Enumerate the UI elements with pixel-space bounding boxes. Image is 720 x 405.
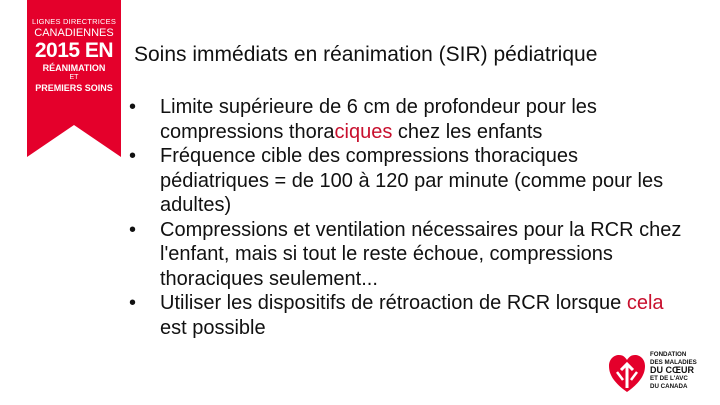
bullet-highlight: ciques	[334, 120, 393, 143]
banner-line-6: PREMIERS SOINS	[35, 83, 113, 93]
guidelines-banner	[27, 0, 121, 157]
logo-line-1: FONDATION	[650, 351, 687, 358]
bullet-item	[128, 218, 688, 292]
bullet-text-end: chez les enfants	[392, 120, 543, 143]
banner-line-2: CANADIENNES	[34, 27, 114, 39]
heart-stroke-icon	[607, 350, 647, 396]
bullet-glyph: •	[129, 145, 137, 167]
logo-line-3: DU CŒUR	[650, 365, 694, 376]
banner-line-3: 2015 EN	[34, 39, 114, 62]
bullet-glyph: •	[129, 96, 137, 118]
bullet-item	[128, 291, 688, 340]
bullet-text: Limite supérieure de 6 cm de profondeur pour les compressions thora	[160, 96, 597, 143]
bullet-text: Compressions et ventilation nécessaires pour la RCR chez l'enfant, mais si tout le reste échoue, compressions thoraciques seulement...	[160, 218, 682, 290]
bullet-list	[128, 95, 688, 340]
bullet-glyph: •	[129, 218, 137, 241]
logo-line-5: DU CANADA	[650, 382, 688, 390]
banner-line-1: LIGNES DIRECTRICES	[31, 17, 117, 26]
bullet-item	[128, 144, 688, 218]
logo-line-2: DES MALADIES	[650, 358, 697, 366]
bullet-text: Fréquence cible des compressions thoraciques pédiatriques = de 100 à 120 par minute (comme pour les adultes)	[160, 145, 664, 216]
bullet-highlight: cela	[626, 292, 664, 314]
banner-line-4: RÉANIMATION	[42, 63, 106, 73]
bullet-item	[128, 95, 688, 144]
bullet-glyph: •	[129, 292, 137, 314]
bullet-text-end: est possible	[160, 316, 266, 339]
banner-line-5: ET	[69, 74, 79, 81]
bullet-text: Utiliser les dispositifs de rétroaction de RCR lorsque	[160, 292, 627, 314]
heart-stroke-wordmark	[650, 351, 697, 390]
slide-title: Soins immédiats en réanimation (SIR) pédiatrique	[134, 43, 598, 66]
logo-line-4: ET DE L'AVC	[650, 375, 688, 383]
